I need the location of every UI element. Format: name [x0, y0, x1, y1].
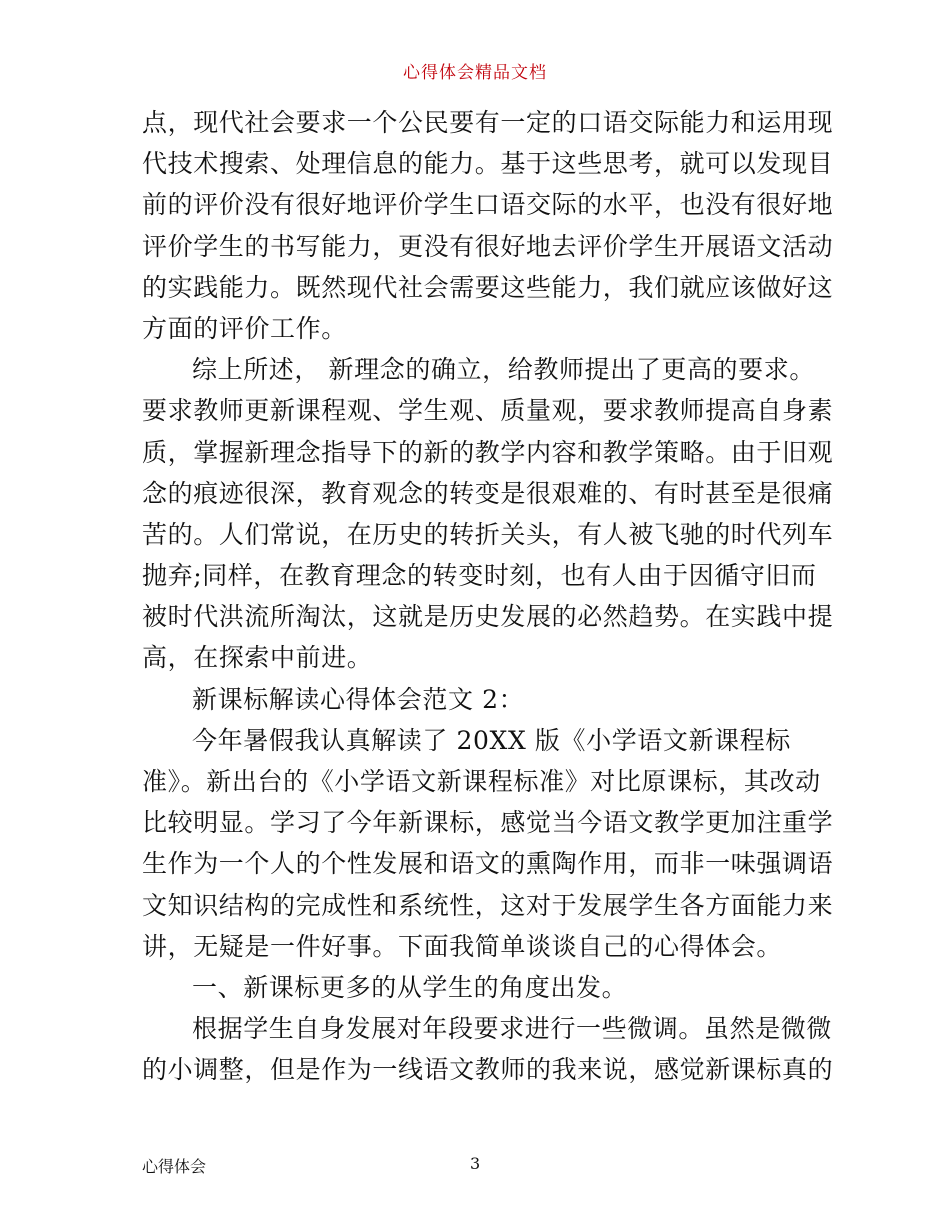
text-line: 要求教师更新课程观、学生观、质量观，要求教师提高自身素	[142, 396, 834, 426]
text-line: 质，掌握新理念指导下的新的教学内容和教学策略。由于旧观	[142, 437, 834, 467]
text-line: 生作为一个人的个性发展和语文的熏陶作用，而非一味强调语	[142, 849, 834, 879]
text-line: 的小调整，但是作为一线语文教师的我来说，感觉新课标真的	[142, 1055, 834, 1085]
text-line: 念的痕迹很深，教育观念的转变是很艰难的、有时甚至是很痛	[142, 478, 834, 508]
document-header-title: 心得体会精品文档	[403, 63, 547, 83]
text-line: 评价学生的书写能力，更没有很好地去评价学生开展语文活动	[142, 231, 834, 261]
section-heading: 新课标解读心得体会范文 2：	[192, 684, 525, 714]
text-line: 比较明显。学习了今年新课标，感觉当今语文教学更加注重学	[142, 808, 834, 838]
text-line: 抛弃;同样，在教育理念的转变时刻，也有人由于因循守旧而	[142, 561, 817, 591]
text-line: 代技术搜索、处理信息的能力。基于这些思考，就可以发现目	[142, 149, 834, 179]
text-line: 文知识结构的完成性和系统性，这对于发展学生各方面能力来	[142, 890, 834, 920]
text-line: 今年暑假我认真解读了 20XX 版《小学语文新课程标	[192, 725, 791, 755]
text-line: 被时代洪流所淘汰，这就是历史发展的必然趋势。在实践中提	[142, 602, 834, 632]
subsection-heading: 一、新课标更多的从学生的角度出发。	[192, 972, 628, 1002]
text-line: 综上所述， 新理念的确立，给教师提出了更高的要求。	[192, 355, 815, 385]
text-line: 苦的。人们常说，在历史的转折关头，有人被飞驰的时代列车	[142, 519, 834, 549]
text-line: 准》。新出台的《小学语文新课程标准》对比原课标，其改动	[142, 767, 821, 796]
footer-label: 心得体会	[142, 1157, 207, 1176]
document-body	[142, 102, 834, 1091]
text-line: 高，在探索中前进。	[142, 643, 373, 673]
text-line: 前的评价没有很好地评价学生口语交际的水平，也没有很好地	[142, 190, 834, 220]
text-line: 方面的评价工作。	[142, 313, 347, 343]
text-line: 根据学生自身发展对年段要求进行一些微调。虽然是微微	[192, 1014, 833, 1044]
page-number: 3	[470, 1154, 481, 1173]
text-line: 讲，无疑是一件好事。下面我简单谈谈自己的心得体会。	[142, 931, 783, 961]
text-line: 点，现代社会要求一个公民要有一定的口语交际能力和运用现	[142, 108, 834, 137]
text-line: 的实践能力。既然现代社会需要这些能力，我们就应该做好这	[142, 272, 834, 302]
